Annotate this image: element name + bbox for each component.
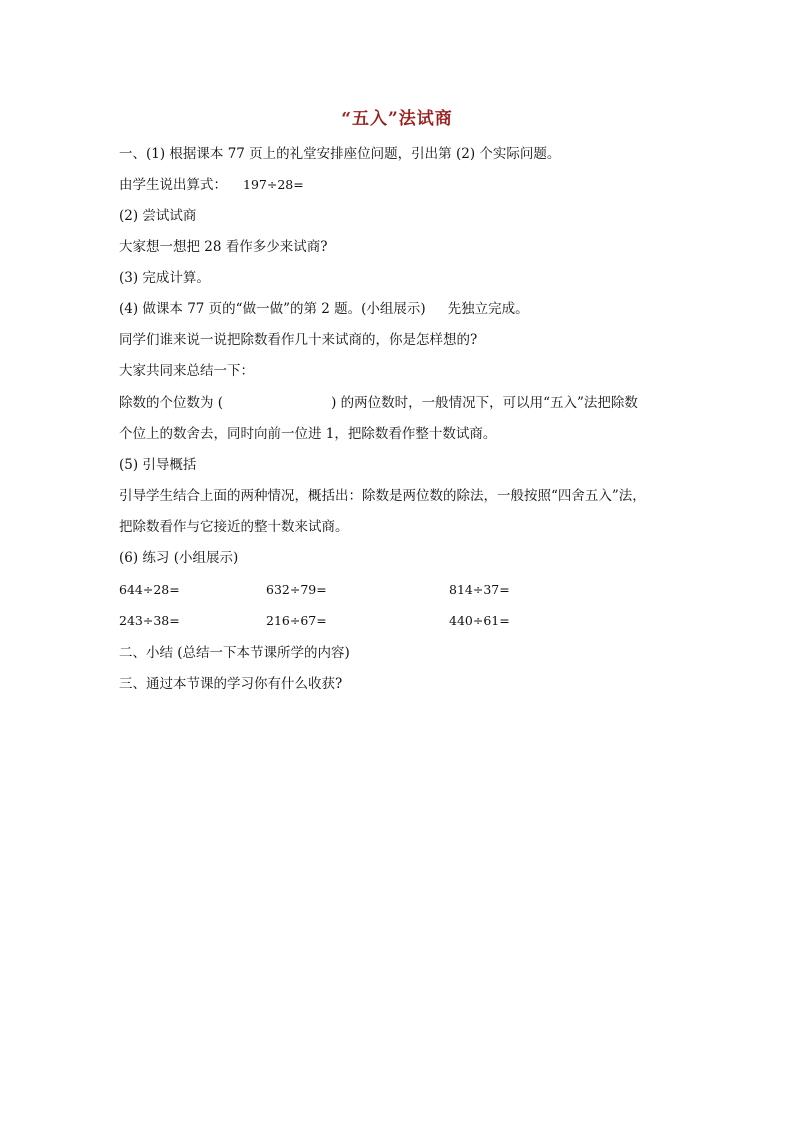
exercise-item: 632÷79= <box>266 582 327 597</box>
section-1-intro: 一、(1) 根据课本 77 页上的礼堂安排座位问题，引出第 (2) 个实际问题。 <box>119 146 561 162</box>
step-2-question: 大家想一想把 28 看作多少来试商? <box>119 239 328 255</box>
step-6-heading: (6) 练习 (小组展示) <box>119 550 239 566</box>
step-3-heading: (3) 完成计算。 <box>119 270 210 286</box>
step-4-line <box>119 300 529 318</box>
generalization-line-2: 把除数看作与它接近的整十数来试商。 <box>119 519 349 535</box>
discussion-question: 同学们谁来说一说把除数看作几十来试商的，你是怎样想的? <box>119 332 478 348</box>
step-4-task: (4) 做课本 77 页的“做一做”的第 2 题。(小组展示) <box>119 301 426 317</box>
exercise-item: 243÷38= <box>119 613 180 628</box>
exercise-item: 814÷37= <box>449 582 510 597</box>
step-5-heading: (5) 引导概括 <box>119 457 197 473</box>
exercise-item: 440÷61= <box>449 613 510 628</box>
section-2-summary: 二、小结 (总结一下本节课所学的内容) <box>119 645 350 661</box>
step-4-note: 先独立完成。 <box>447 301 529 317</box>
exercise-item: 644÷28= <box>119 582 180 597</box>
exercise-item: 216÷67= <box>266 613 327 628</box>
expression-value: 197÷28= <box>243 177 304 192</box>
step-2-heading: (2) 尝试试商 <box>119 208 197 224</box>
section-3-reflection: 三、通过本节课的学习你有什么收获? <box>119 676 343 692</box>
generalization-line-1: 引导学生结合上面的两种情况，概括出：除数是两位数的除法，一般按照“四舍五入”法， <box>119 488 646 504</box>
summary-intro: 大家共同来总结一下： <box>119 363 254 379</box>
rule-line-1 <box>119 394 638 412</box>
rule-text-end: ) 的两位数时，一般情况下，可以用“五入”法把除数 <box>331 395 638 411</box>
expression-prefix: 由学生说出算式： <box>119 177 227 193</box>
rule-line-2: 个位上的数舍去，同时向前一位进 1，把除数看作整十数试商。 <box>119 426 497 442</box>
student-expression-line <box>119 176 304 194</box>
page-title: “五入”法试商 <box>341 109 453 129</box>
rule-text-start: 除数的个位数为 ( <box>119 395 224 411</box>
